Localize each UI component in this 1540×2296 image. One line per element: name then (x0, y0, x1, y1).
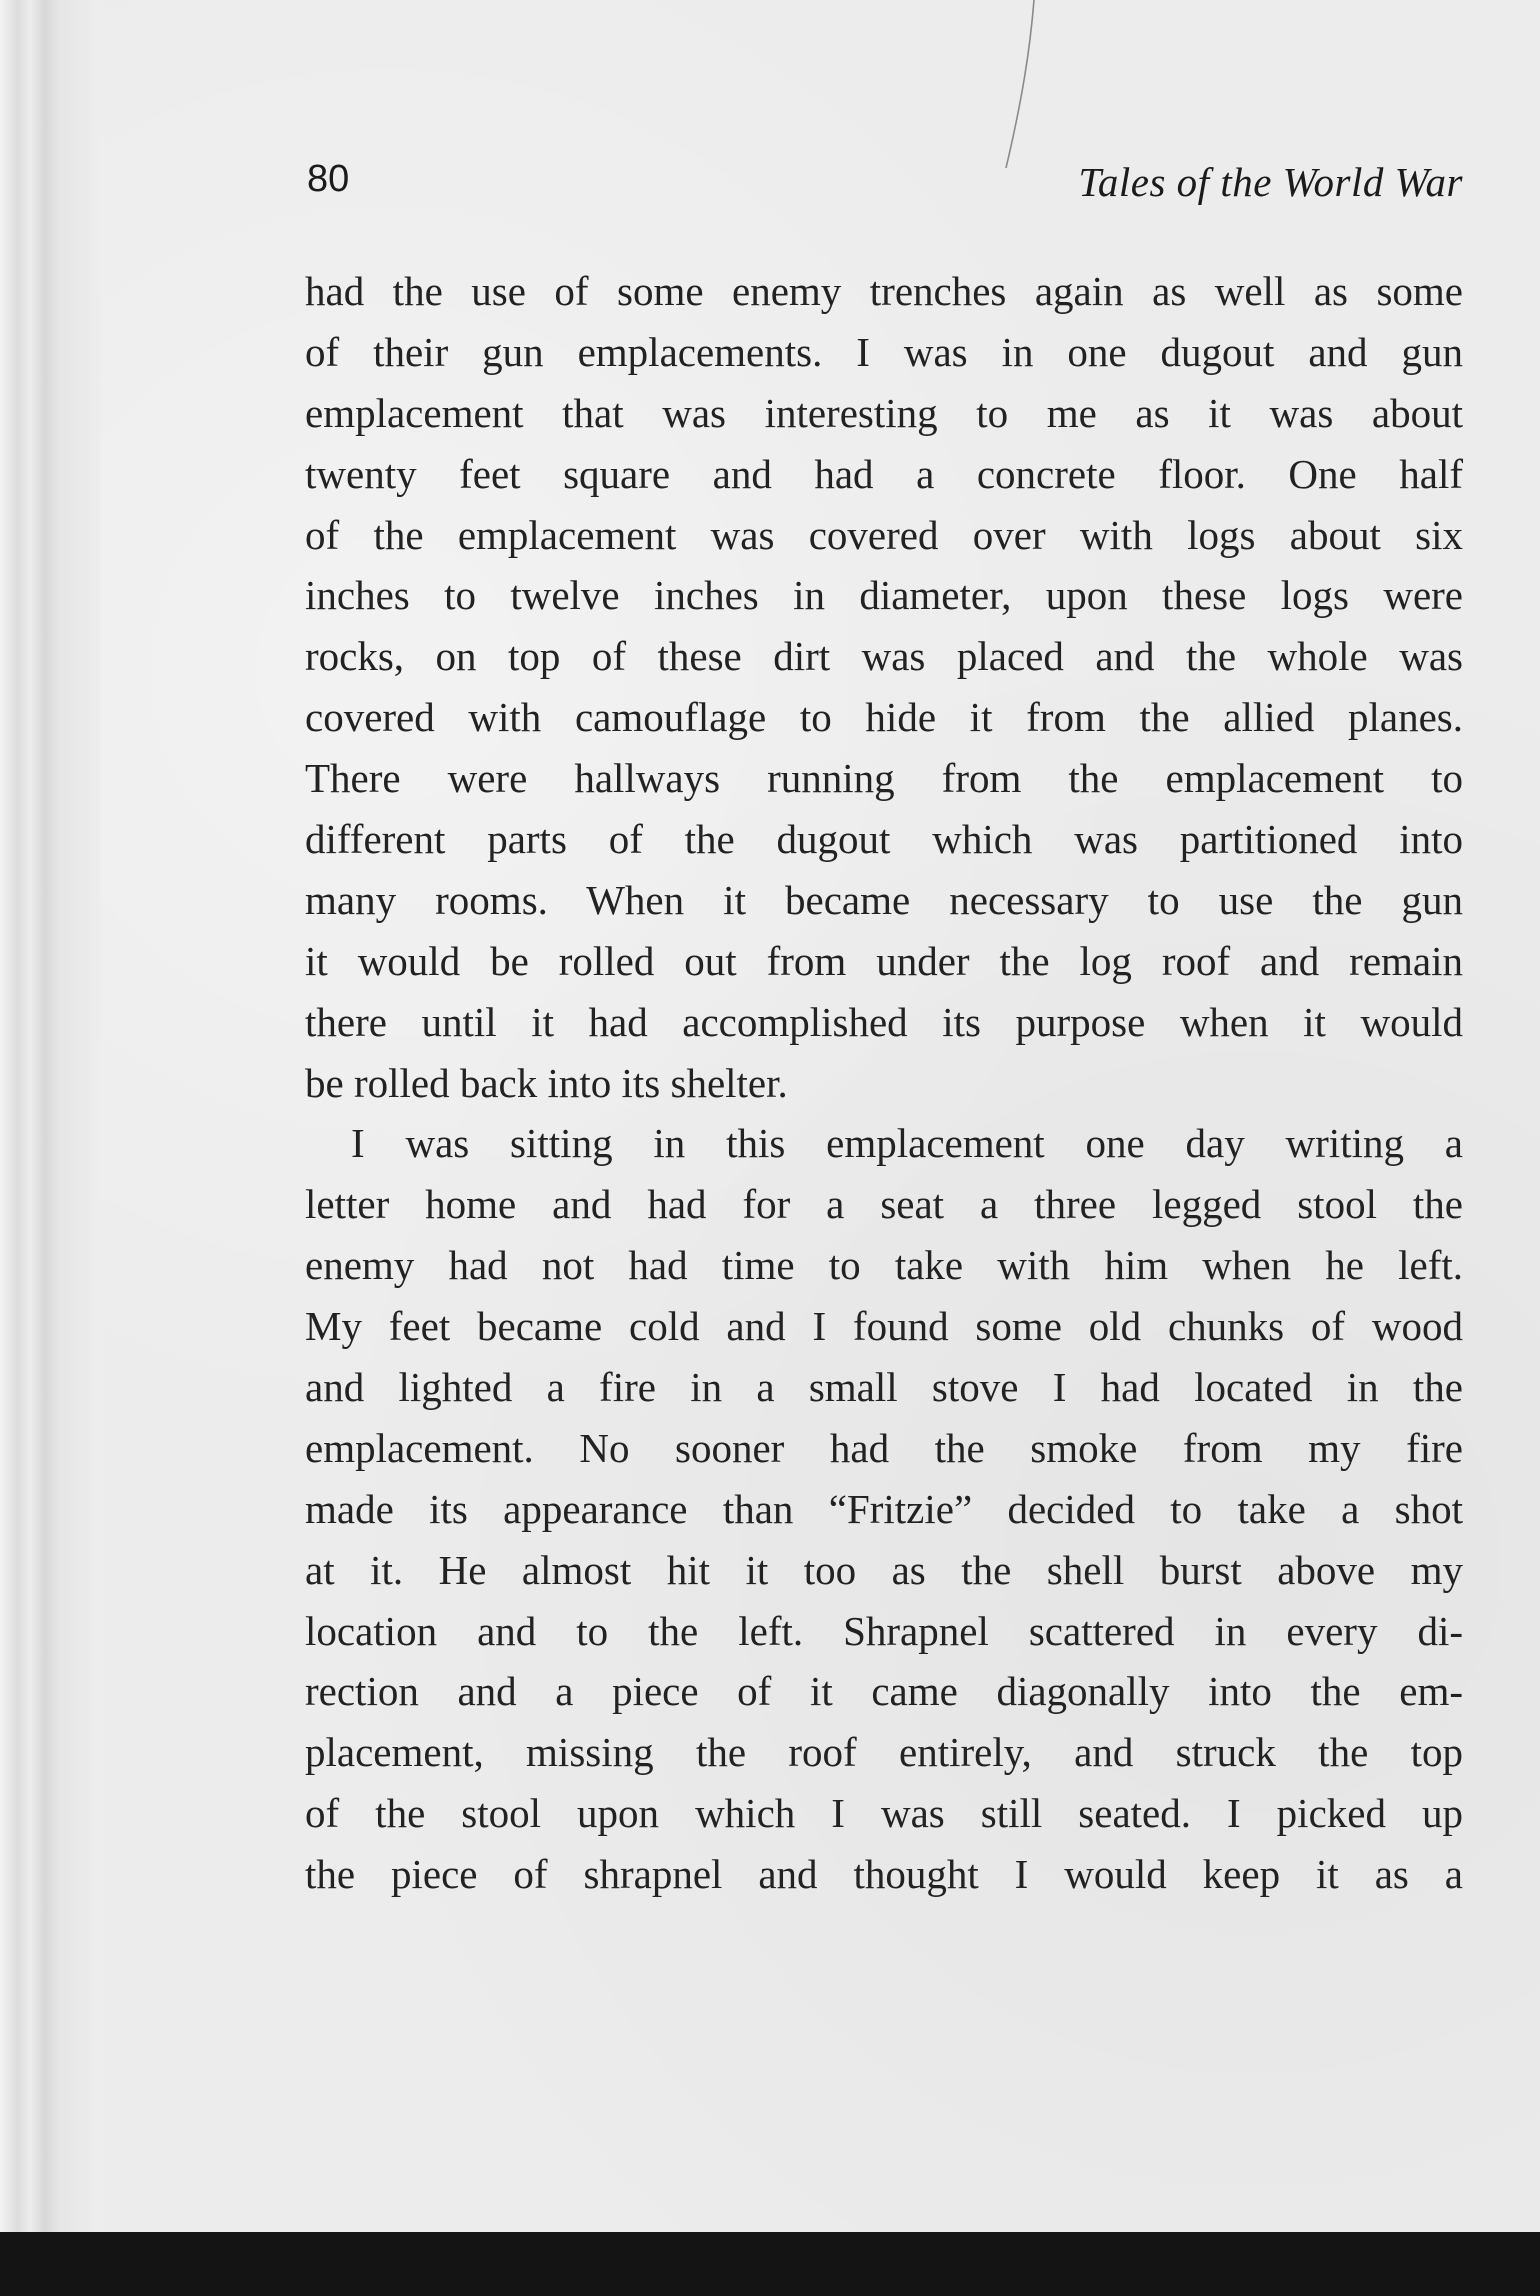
text-line: many rooms. When it became necessary to use the gun (305, 876, 1463, 923)
text-line: enemy had not had time to take with him when he left. (305, 1242, 1463, 1289)
text-line: rection and a piece of it came diagonally into the em- (305, 1668, 1463, 1715)
book-spine-edge (0, 0, 100, 2296)
paragraph-first-line: I was sitting in this emplacement one day writing a (351, 1120, 1463, 1167)
page-number: 80 (307, 158, 350, 200)
text-line: twenty feet square and had a concrete floor. One half (305, 450, 1463, 497)
scan-bottom-edge (0, 2232, 1540, 2296)
text-line: letter home and had for a seat a three legged stool the (305, 1181, 1463, 1228)
text-line: it would be rolled out from under the log roof and remain (305, 937, 1463, 984)
text-line: at it. He almost hit it too as the shell burst above my (305, 1546, 1463, 1593)
text-line: covered with camouflage to hide it from the allied planes. (305, 694, 1463, 741)
text-line: placement, missing the roof entirely, and struck the top (305, 1729, 1463, 1776)
text-line: location and to the left. Shrapnel scattered in every di- (305, 1607, 1463, 1654)
text-line: of the emplacement was covered over with logs about six (305, 511, 1463, 558)
text-line: There were hallways running from the emplacement to (305, 755, 1463, 802)
text-line: there until it had accomplished its purpose when it would (305, 998, 1463, 1045)
text-line: emplacement that was interesting to me as it was about (305, 389, 1463, 436)
text-line: and lighted a fire in a small stove I had located in the (305, 1364, 1463, 1411)
text-line: had the use of some enemy trenches again as well as some (305, 268, 1463, 314)
paper-crease-mark (1000, 0, 1040, 170)
page-header (307, 158, 1463, 218)
text-line: emplacement. No sooner had the smoke from my fire (305, 1424, 1463, 1471)
text-line: different parts of the dugout which was partitioned into (305, 816, 1463, 863)
text-line: of the stool upon which I was still seated. I picked up (305, 1790, 1463, 1837)
text-line: made its appearance than “Fritzie” decided to take a shot (305, 1485, 1463, 1532)
text-line: the piece of shrapnel and thought I would keep it as a (305, 1851, 1463, 1898)
text-line: My feet became cold and I found some old chunks of wood (305, 1303, 1463, 1350)
text-line: inches to twelve inches in diameter, upon these logs were (305, 572, 1463, 619)
text-line: of their gun emplacements. I was in one dugout and gun (305, 328, 1463, 375)
paragraph-last-line: be rolled back into its shelter. (305, 1059, 788, 1106)
running-head-title: Tales of the World War (1078, 159, 1463, 205)
text-line: rocks, on top of these dirt was placed and the whole was (305, 633, 1463, 680)
body-text (305, 261, 1463, 1905)
